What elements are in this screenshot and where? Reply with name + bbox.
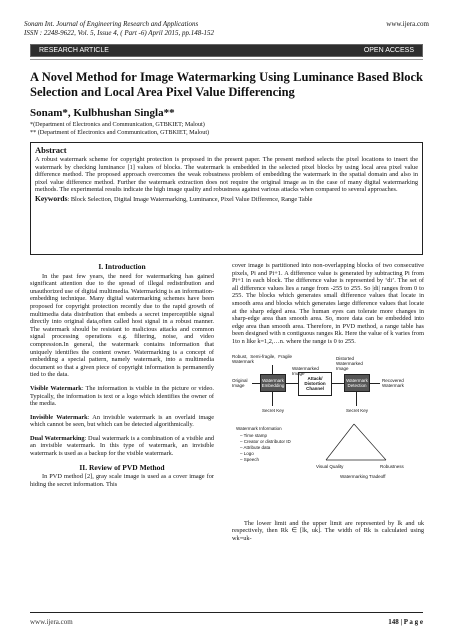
dual-watermark-text: : Dual watermark is a combination of a visible and an invisible watermark. In this type of watermark, an invisible watermark is used as a backup for the visible watermark.	[30, 434, 214, 458]
invisible-watermark-term: Invisible Watermark	[30, 413, 88, 421]
band-divider	[30, 59, 423, 60]
fig-info-item: – Creator or distributor ID	[240, 438, 291, 444]
affiliation-2: ** (Department of Electronics and Communication, GTBKIET, Malout)	[30, 129, 210, 136]
abstract-text: A robust watermark scheme for copyright protection is proposed in the present paper. The present method selects the pixel locations to insert the watermark by checking luminance [1] values of blocks. The watermark is embedded in the selected pixel blocks by using local area pixel value difference method. The proposed approach overcomes the weak robustness problem of embedding the watermark in the spatial domain and also in pixel value difference method. Further the watermark extraction does not require the original image as in the case of many digital watermarking methods. The experimental results indicate the high image quality and robustness against various attacks when compared to several approaches.	[35, 156, 418, 193]
footer-url[interactable]: www.ijera.com	[30, 617, 73, 626]
pvd-continued-paragraph: cover image is partitioned into non-overlapping blocks of two consecutive pixels, Pi and Pi+1. A difference value is generated by subtracting Pi from Pi+1 in each block. The difference value is represented by ‘di’. The set of all difference values lies a range from -255 to 255. So |di| ranges from 0 to 255. The blocks which generates small difference values that locate in smooth area and blocks which generates large difference values that locate at the sharp edged area. The human eyes can tolerate more changes in sharp-edge area than smooth area. So, more data can be embedded into edge area than smooth area. Therefore, in PVD method, a range table has been designed with n contiguous ranges Rk. Here the value of k varies from 1to n like k=1,2,…n. where the range is 0 to 255.	[232, 262, 424, 345]
fig-arrow	[272, 392, 273, 406]
paper-title: A Novel Method for Image Watermarking Using Luminance Based Block Selection and Local Area Pixel Value Differencing	[30, 70, 423, 99]
journal-name: Sonam Int. Journal of Engineering Research and Applications	[24, 20, 199, 28]
fig-watermarked-label: Watermarked Image	[292, 365, 319, 376]
fig-info-item: – Speech	[240, 456, 260, 462]
pvd-paragraph: In PVD method [2], gray scale image is used as a cover image for hiding the secret information. This	[30, 473, 214, 488]
fig-secret-key-2: Secret Key	[346, 407, 369, 413]
fig-distorted-label: Distorted Watermarked Image	[336, 355, 363, 371]
fig-original-image-label: Original Image	[232, 377, 248, 388]
dual-watermark-paragraph	[30, 435, 214, 458]
invisible-watermark-paragraph	[30, 414, 214, 429]
fig-arrow	[286, 383, 298, 384]
page-number: 148 | P a g e	[388, 617, 423, 626]
journal-url[interactable]: www.ijera.com	[386, 20, 429, 28]
fig-robustness: Robustness	[380, 463, 404, 469]
invisible-watermark-text: : An invisible watermark is an overlaid image which cannot be seen, but which can be detected algorithmically.	[30, 413, 214, 429]
fig-embedding-box: Watermark Embedding	[260, 374, 286, 392]
fig-arrow	[272, 365, 273, 374]
fig-recovered-label: Recovered Watermark	[382, 377, 404, 388]
fig-secret-key-1: Secret Key	[262, 407, 285, 413]
section-heading-pvd: II. Review of PVD Method	[79, 462, 165, 472]
abstract-box	[30, 142, 423, 255]
section-heading-introduction: I. Introduction	[98, 262, 146, 271]
paper-authors: Sonam*, Kulbhushan Singla**	[30, 107, 175, 119]
fig-arrow	[332, 383, 344, 384]
watermarking-figure	[232, 352, 424, 520]
footer-divider	[30, 612, 423, 613]
fig-info-item: – Attribute data	[240, 444, 271, 450]
dual-watermark-term: Dual Watermarking	[30, 434, 85, 442]
research-article-label: RESEARCH ARTICLE	[39, 47, 109, 54]
visible-watermark-text: : The information is visible in the picture or video. Typically, the information is text or a logo which identifies the owner of the media.	[30, 384, 214, 408]
fig-arrow	[356, 392, 357, 406]
affiliation-1: *(Department of Electronics and Communication, GTBKIET; Malout)	[30, 121, 205, 128]
open-access-label: OPEN ACCESS	[363, 47, 414, 54]
fig-robust-label: Robust, Semi-fragile, Fragile Watermark	[232, 353, 292, 364]
visible-watermark-paragraph	[30, 385, 214, 408]
range-paragraph: The lower limit and the upper limit are represented by lk and uk respectively, then Rk ∈ [lk, uk]. The width of Rk is calculated using wk=uk-	[232, 519, 424, 542]
abstract-heading: Abstract	[35, 145, 67, 155]
left-column	[30, 262, 214, 494]
fig-tradeoff-triangle	[316, 420, 416, 480]
article-type-band	[30, 44, 423, 57]
keywords-label: Keywords	[35, 193, 68, 203]
fig-info-title: Watermark Information	[236, 425, 282, 431]
fig-detection-box: Watermark Detection	[344, 374, 370, 392]
intro-paragraph: In the past few years, the need for watermarking has gained significant attention due to the spread of illegal redistribution and unauthorized use of digital multimedia. Watermarking is an information-embedding technique. Many digital watermarking schemes have been proposed for copyright protection recently due to the rapid growth of multimedia data distribution that embeds a secret imperceptible signal directly into original data,often called host signal in a robust manner. The watermark should be resistant to malicious attacks and common signal processing operations e.g. filtering, noise, and video compression.In general, the watermark contains information that uniquely identifies the content owner. Watermarking is a concept of embedding a special pattern, namely watermark, into a multimedia document so that a given piece of copyright information is permanently tied to the data.	[30, 272, 214, 379]
visible-watermark-term: Visible Watermark	[30, 384, 82, 392]
issn-line: ISSN : 2248-9622, Vol. 5, Issue 4, ( Part -6) April 2015, pp.148-152	[24, 29, 215, 37]
fig-attack-box: Attack/ Distortion Channel	[298, 372, 332, 396]
fig-info-item: – Time stamp	[240, 432, 268, 438]
fig-tradeoff-label: Watermarking Tradeoff	[340, 473, 386, 479]
fig-arrow	[370, 383, 380, 384]
right-column	[232, 262, 424, 548]
fig-arrow	[252, 383, 260, 384]
fig-info-item: – Logo	[240, 450, 254, 456]
keywords	[35, 195, 418, 204]
affiliations	[30, 121, 209, 137]
keywords-text: : Block Selection, Digital Image Watermarking, Luminance, Pixel Value Difference, Range Table	[67, 195, 313, 203]
page-header	[24, 20, 429, 38]
fig-visual-quality: Visual Quality	[316, 463, 344, 469]
page-footer	[30, 615, 423, 628]
